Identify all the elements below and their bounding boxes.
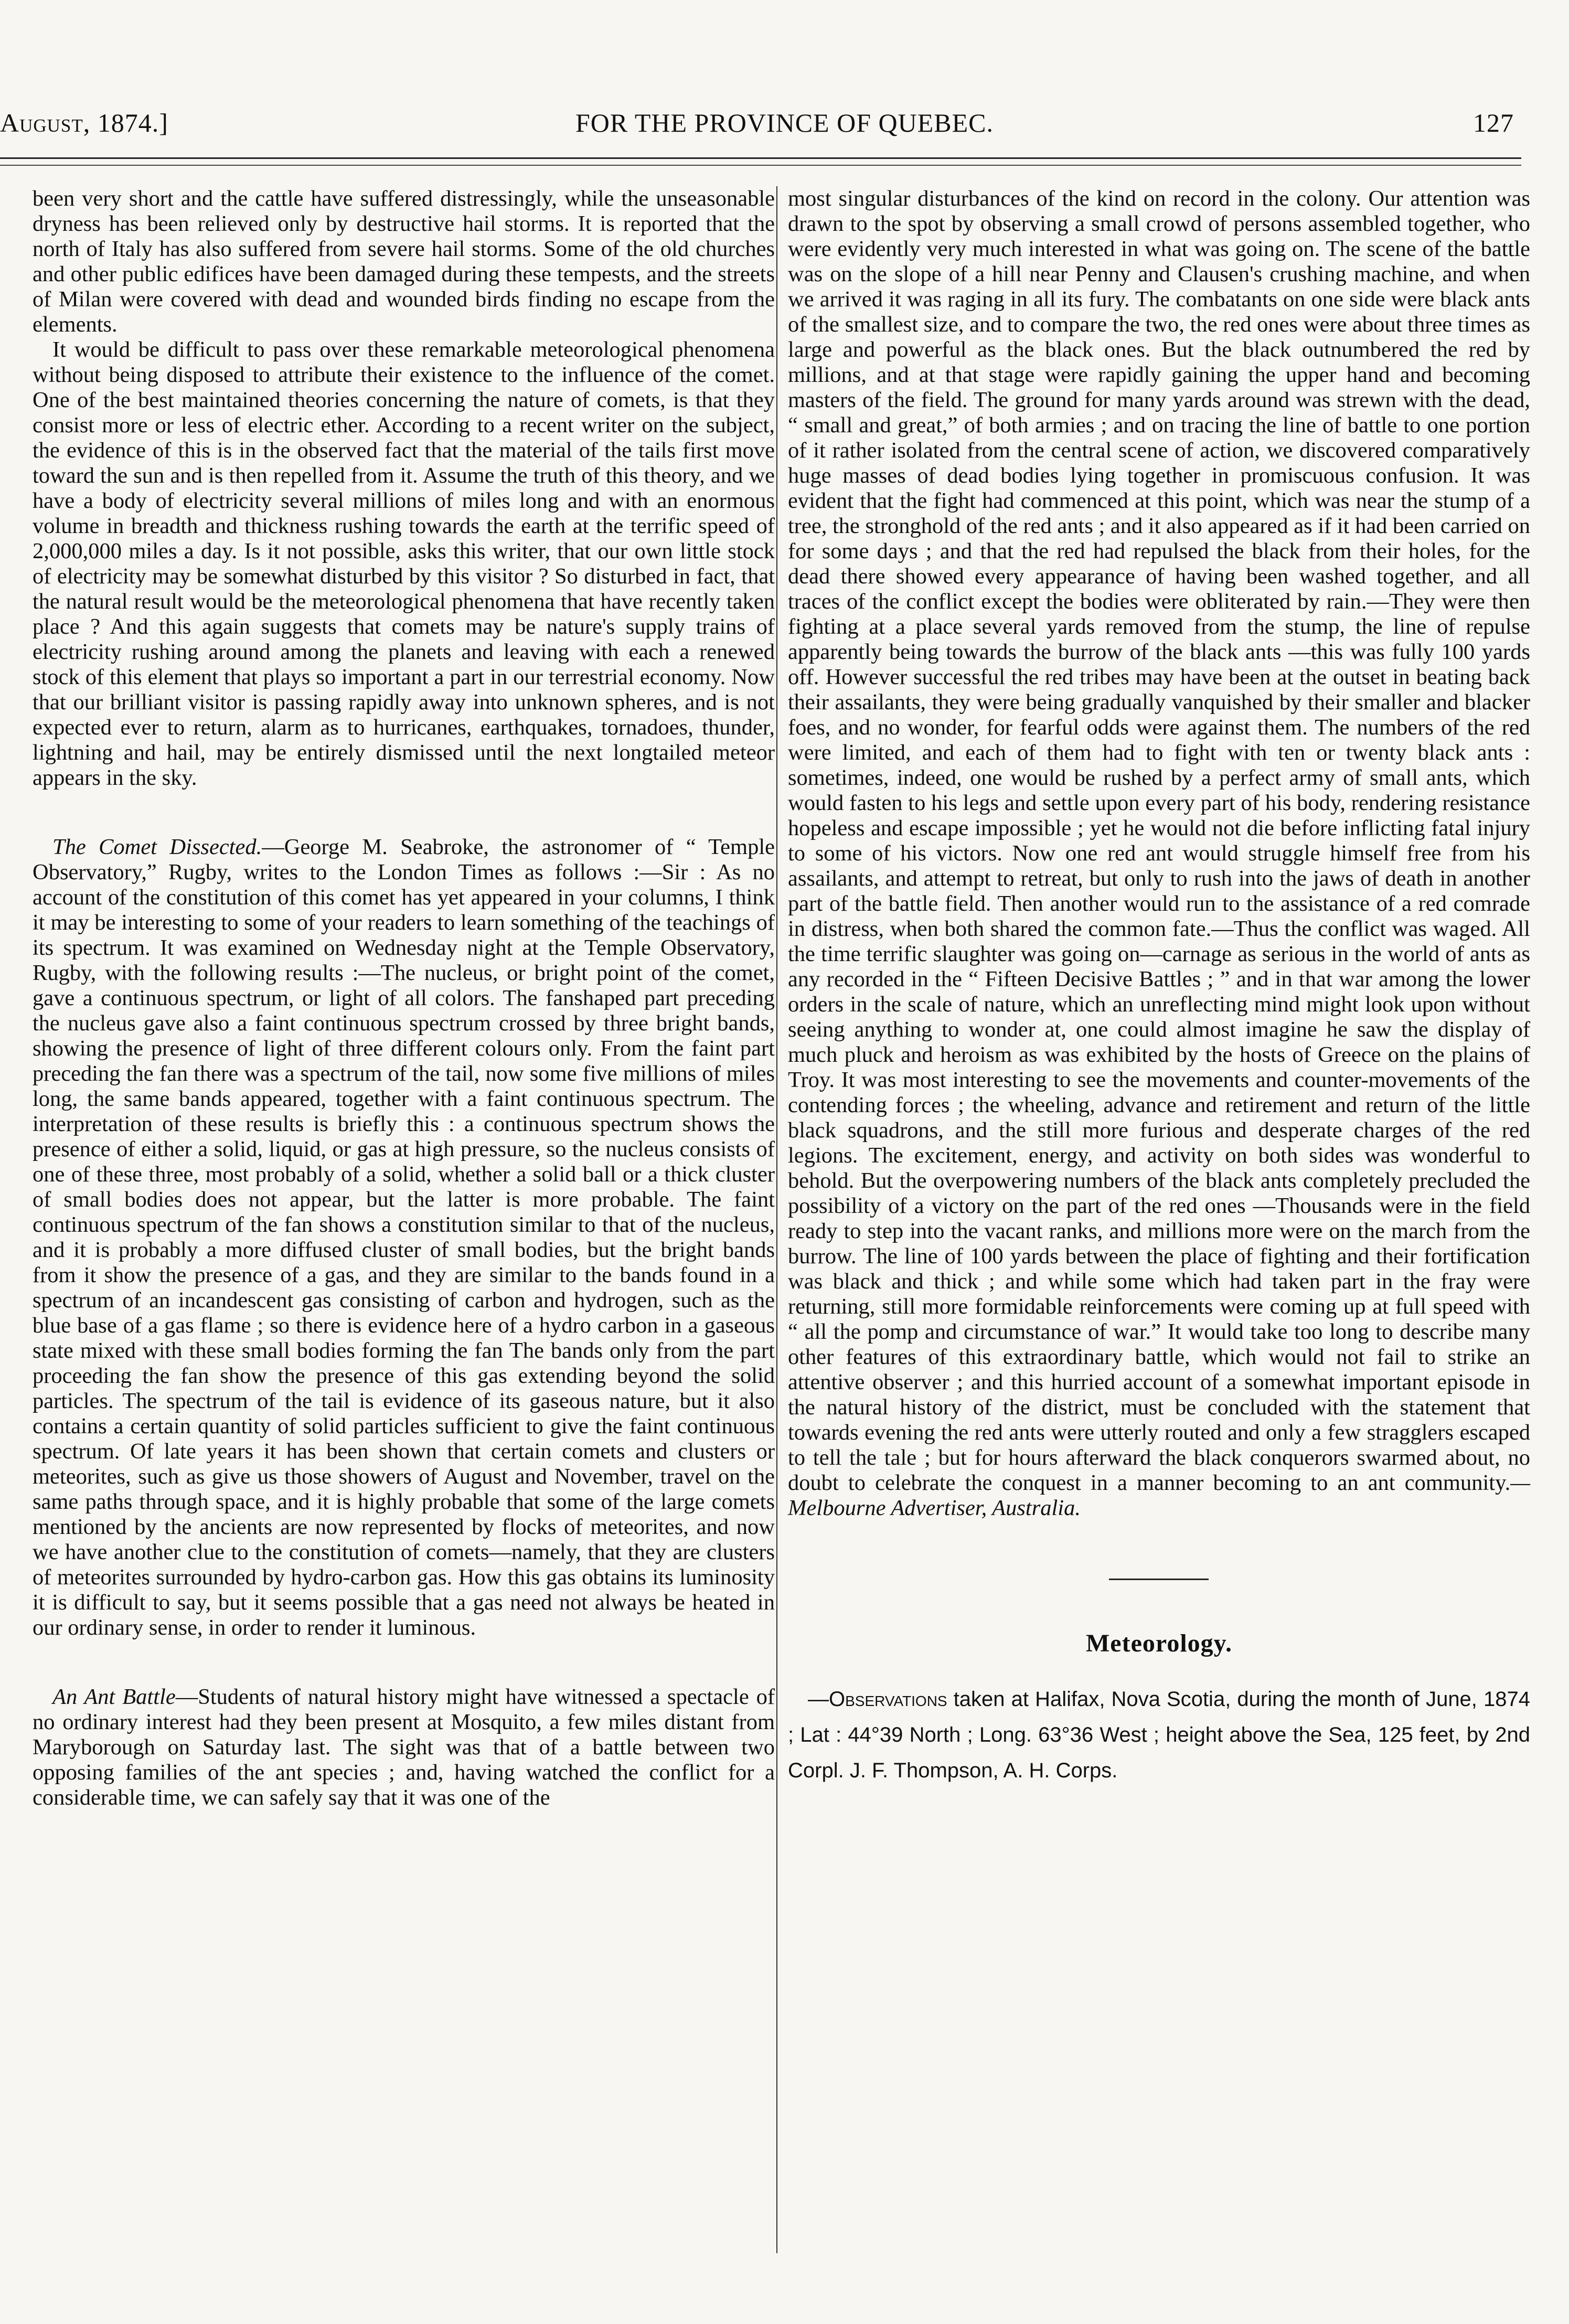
article-body: —Students of natural history might have witnessed a spectacle of no ordinary interest had they been present at Mosquito, a few miles distant from Maryborough on Saturday last. The sight was that of a battle between two opposing families of the ant species ; and, having watched the conflict for a considerable time, we can safely say that it was one of the — [33, 1685, 775, 1810]
article-source: —Melbourne Advertiser, Australia. — [788, 1470, 1530, 1520]
article-body: most singular disturbances of the kind on record in the colony. Our attention was drawn to the spot by observing a small crowd of persons assembled together, who were evidently very much interested in what was going on. The scene of the battle was on the slope of a hill near Penny and Clausen's crushing machine, and when we arrived it was raging in all its fury. The combatants on one side were black ants of the smallest size, and to compare the two, the red ones were about three times as large and powerful as the black ones. But the black outnumbered the red by millions, and at that stage were rapidly gaining the upper hand and becoming masters of the field. The ground for many yards around was strewn with the dead, “ small and great,” of both armies ; and on tracing the line of battle to one portion of it rather isolated from the central scene of action, we discovered comparatively huge masses of dead bodies lying together in promiscuous confusion. It was evident that the fight had commenced at this point, which was near the stump of a tree, the stronghold of the red ants ; and it also appeared as if it had been carried on for some days ; and that the red had repulsed the black from their holes, for the dead there showed every appearance of having been washed together, and all traces of the conflict except the bodies were obliterated by rain.—They were then fighting at a place several yards removed from the stump, the line of repulse apparently being towards the burrow of the black ants —this was fully 100 yards off. However successful the red tribes may have been at the outset in beating back their assailants, they were being gradually vanquished by their smaller and blacker foes, and no wonder, for fearful odds were against them. The numbers of the red were limited, and each of them had to fight with ten or twenty black ants : sometimes, indeed, one would be rushed by a perfect army of small ants, which would fasten to his legs and settle upon every part of his body, rendering resistance hopeless and escape impossible ; yet he would not die before inflicting fatal injury to some of his victors. Now one red ant would struggle himself free from his assailants, and attempt to retreat, but only to rush into the jaws of death in another part of the battle field. Then another would run to the assistance of a red comrade in distress, when both shared the common fate.—Thus the conflict was waged. All the time terrific slaughter was going on—carnage as serious in the world of ants as any recorded in the “ Fifteen Decisive Battles ; ” and in that war among the lower orders in the scale of nature, which an unreflecting mind might look upon without seeing anything to wonder at, one could almost imagine he saw the display of much pluck and heroism as was exhibited by the hosts of Greece on the plains of Troy. It was most interesting to see the movements and counter-movements of the contending forces ; the wheeling, advance and retirement and return of the little black squadrons, and the still more furious and desperate charges of the red legions. The excitement, energy, and activity on both sides was wonderful to behold. But the overpowering numbers of the black ants completely precluded the possibility of a victory on the part of the red ones —Thousands were in the field ready to step into the vacant ranks, and millions more were on the march from the burrow. The line of 100 yards between the place of fighting and their fortification was black and thick ; and while some which had taken part in the fray were returning, still more formidable reinforcements were coming up at full speed with “ all the pomp and circumstance of war.” It would take too long to describe many other features of this extraordinary battle, which would not fail to strike an attentive observer ; and this hurried account of a somewhat important episode in the natural history of the district, must be concluded with the statement that towards evening the red ants were utterly routed and only a few stragglers escaped to tell the tale ; but for hours afterward the black conquerors swarmed about, no doubt to celebrate the conquest in a manner becoming to an ant community. — [788, 186, 1530, 1495]
paragraph: It would be difficult to pass over these remarkable meteorological phenomena without being disposed to attribute their existence to the influence of the comet. One of the best maintained theories concerning the nature of comets, is that they consist more or less of electric ether. According to a recent writer on the subject, the evidence of this is in the observed fact that the material of the tails first move toward the sun and is then repelled from it. Assume the truth of this theory, and we have a body of electricity several millions of miles long and with an enormous volume in breadth and thickness rushing towards the earth at the terrific speed of 2,000,000 miles a day. Is it not possible, asks this writer, that our own little stock of electricity may be somewhat disturbed by this visitor ? So disturbed in fact, that the natural result would be the meteorological phenomena that have recently taken place ? And this again suggests that comets may be nature's supply trains of electricity rushing around among the planets and leaving with each a renewed stock of this element that plays so important a part in our terrestrial economy. Now that our brilliant visitor is passing rapidly away into unknown spheres, and is not expected ever to return, alarm as to hurricanes, earthquakes, tornadoes, thunder, lightning and hail, may be entirely dismissed until the next longtailed meteor appears in the sky. — [33, 337, 775, 790]
header-title: FOR THE PROVINCE OF QUEBEC. — [575, 108, 994, 137]
header-date: August, 1874.] — [0, 108, 168, 137]
observations-lead: —Observations — [808, 1688, 947, 1711]
paragraph — [788, 186, 1530, 1521]
article-body: —George M. Seabroke, the astronomer of “ Temple Observatory,” Rugby, writes to the London Times as follows :—Sir : As no account of the constitution of this comet has yet appeared in your columns, I think it may be interesting to some of your readers to learn something of the teachings of its spectrum. It was examined on Wednesday night at the Temple Observatory, Rugby, with the following results :—The nucleus, or bright point of the comet, gave a continuous spectrum, or light of all colors. The fanshaped part preceding the nucleus gave also a faint continuous spectrum crossed by three bright bands, showing the presence of light of three different colours only. From the faint part preceding the fan there was a spectrum of the tail, now some five millions of miles long, the same bands appeared, together with a faint continuous spectrum. The interpretation of these results is briefly this : a continuous spectrum shows the presence of either a solid, liquid, or gas at high pressure, so the nucleus consists of one of these three, most probably of a solid, whether a solid ball or a thick cluster of small bodies does not appear, but the latter is more probable. The faint continuous spectrum of the fan shows a constitution similar to that of the nucleus, and it is probably a more diffused cluster of small bodies, but the bright bands from it show the presence of a gas, and they are similar to the bands found in a spectrum of an incandescent gas consisting of carbon and hydrogen, such as the blue base of a gas flame ; so there is evidence here of a hydro carbon in a gaseous state mixed with these small bodies forming the fan The bands only from the part proceeding the fan show the presence of this gas extending beyond the solid particles. The spectrum of the tail is evidence of its gaseous nature, but it also contains a certain quantity of solid particles sufficient to give the faint continuous spectrum. Of late years it has been shown that certain comets and clusters or meteorites, such as give us those showers of August and November, travel on the same paths through space, and it is highly probable that some of the large comets mentioned by the ancients are now represented by flocks of meteorites, and now we have another clue to the constitution of comets—namely, that they are clusters of meteorites surrounded by hydro-carbon gas. How this gas obtains its luminosity it is difficult to say, but it seems possible that a gas need not always be heated in our ordinary sense, in order to render it luminous. — [33, 835, 775, 1640]
left-column — [33, 186, 775, 1810]
observations-intro — [788, 1681, 1530, 1788]
page-number: 127 — [1473, 108, 1514, 137]
right-column — [788, 186, 1530, 1788]
article-heading: An Ant Battle — [52, 1685, 176, 1709]
column-divider — [776, 186, 777, 2253]
paragraph: been very short and the cattle have suffered distressingly, while the unseasonable dryness has been relieved only by destructive hail storms. It is reported that the north of Italy has also suffered from severe hail storms. Some of the old churches and other public edifices have been damaged during these tempests, and the streets of Milan were covered with dead and wounded birds finding no escape from the elements. — [33, 186, 775, 337]
separator-rule — [1109, 1579, 1209, 1580]
ant-article — [33, 1685, 775, 1810]
section-separator — [788, 1521, 1530, 1600]
observations-text: taken at Halifax, Nova Scotia, during the month of June, 1874 ; Lat : 44°39 North ; Long. 63°36 West ; height above the Sea, 125 feet, by 2nd Corpl. J. F. Thompson, A. H. Corps. — [788, 1688, 1530, 1782]
header-rule — [0, 157, 1521, 159]
article-heading: The Comet Dissected. — [52, 835, 262, 859]
comet-article — [33, 835, 775, 1640]
section-heading: Meteorology. — [1085, 1629, 1233, 1657]
header-rule-thin — [0, 165, 1521, 166]
page-header — [0, 108, 1569, 144]
